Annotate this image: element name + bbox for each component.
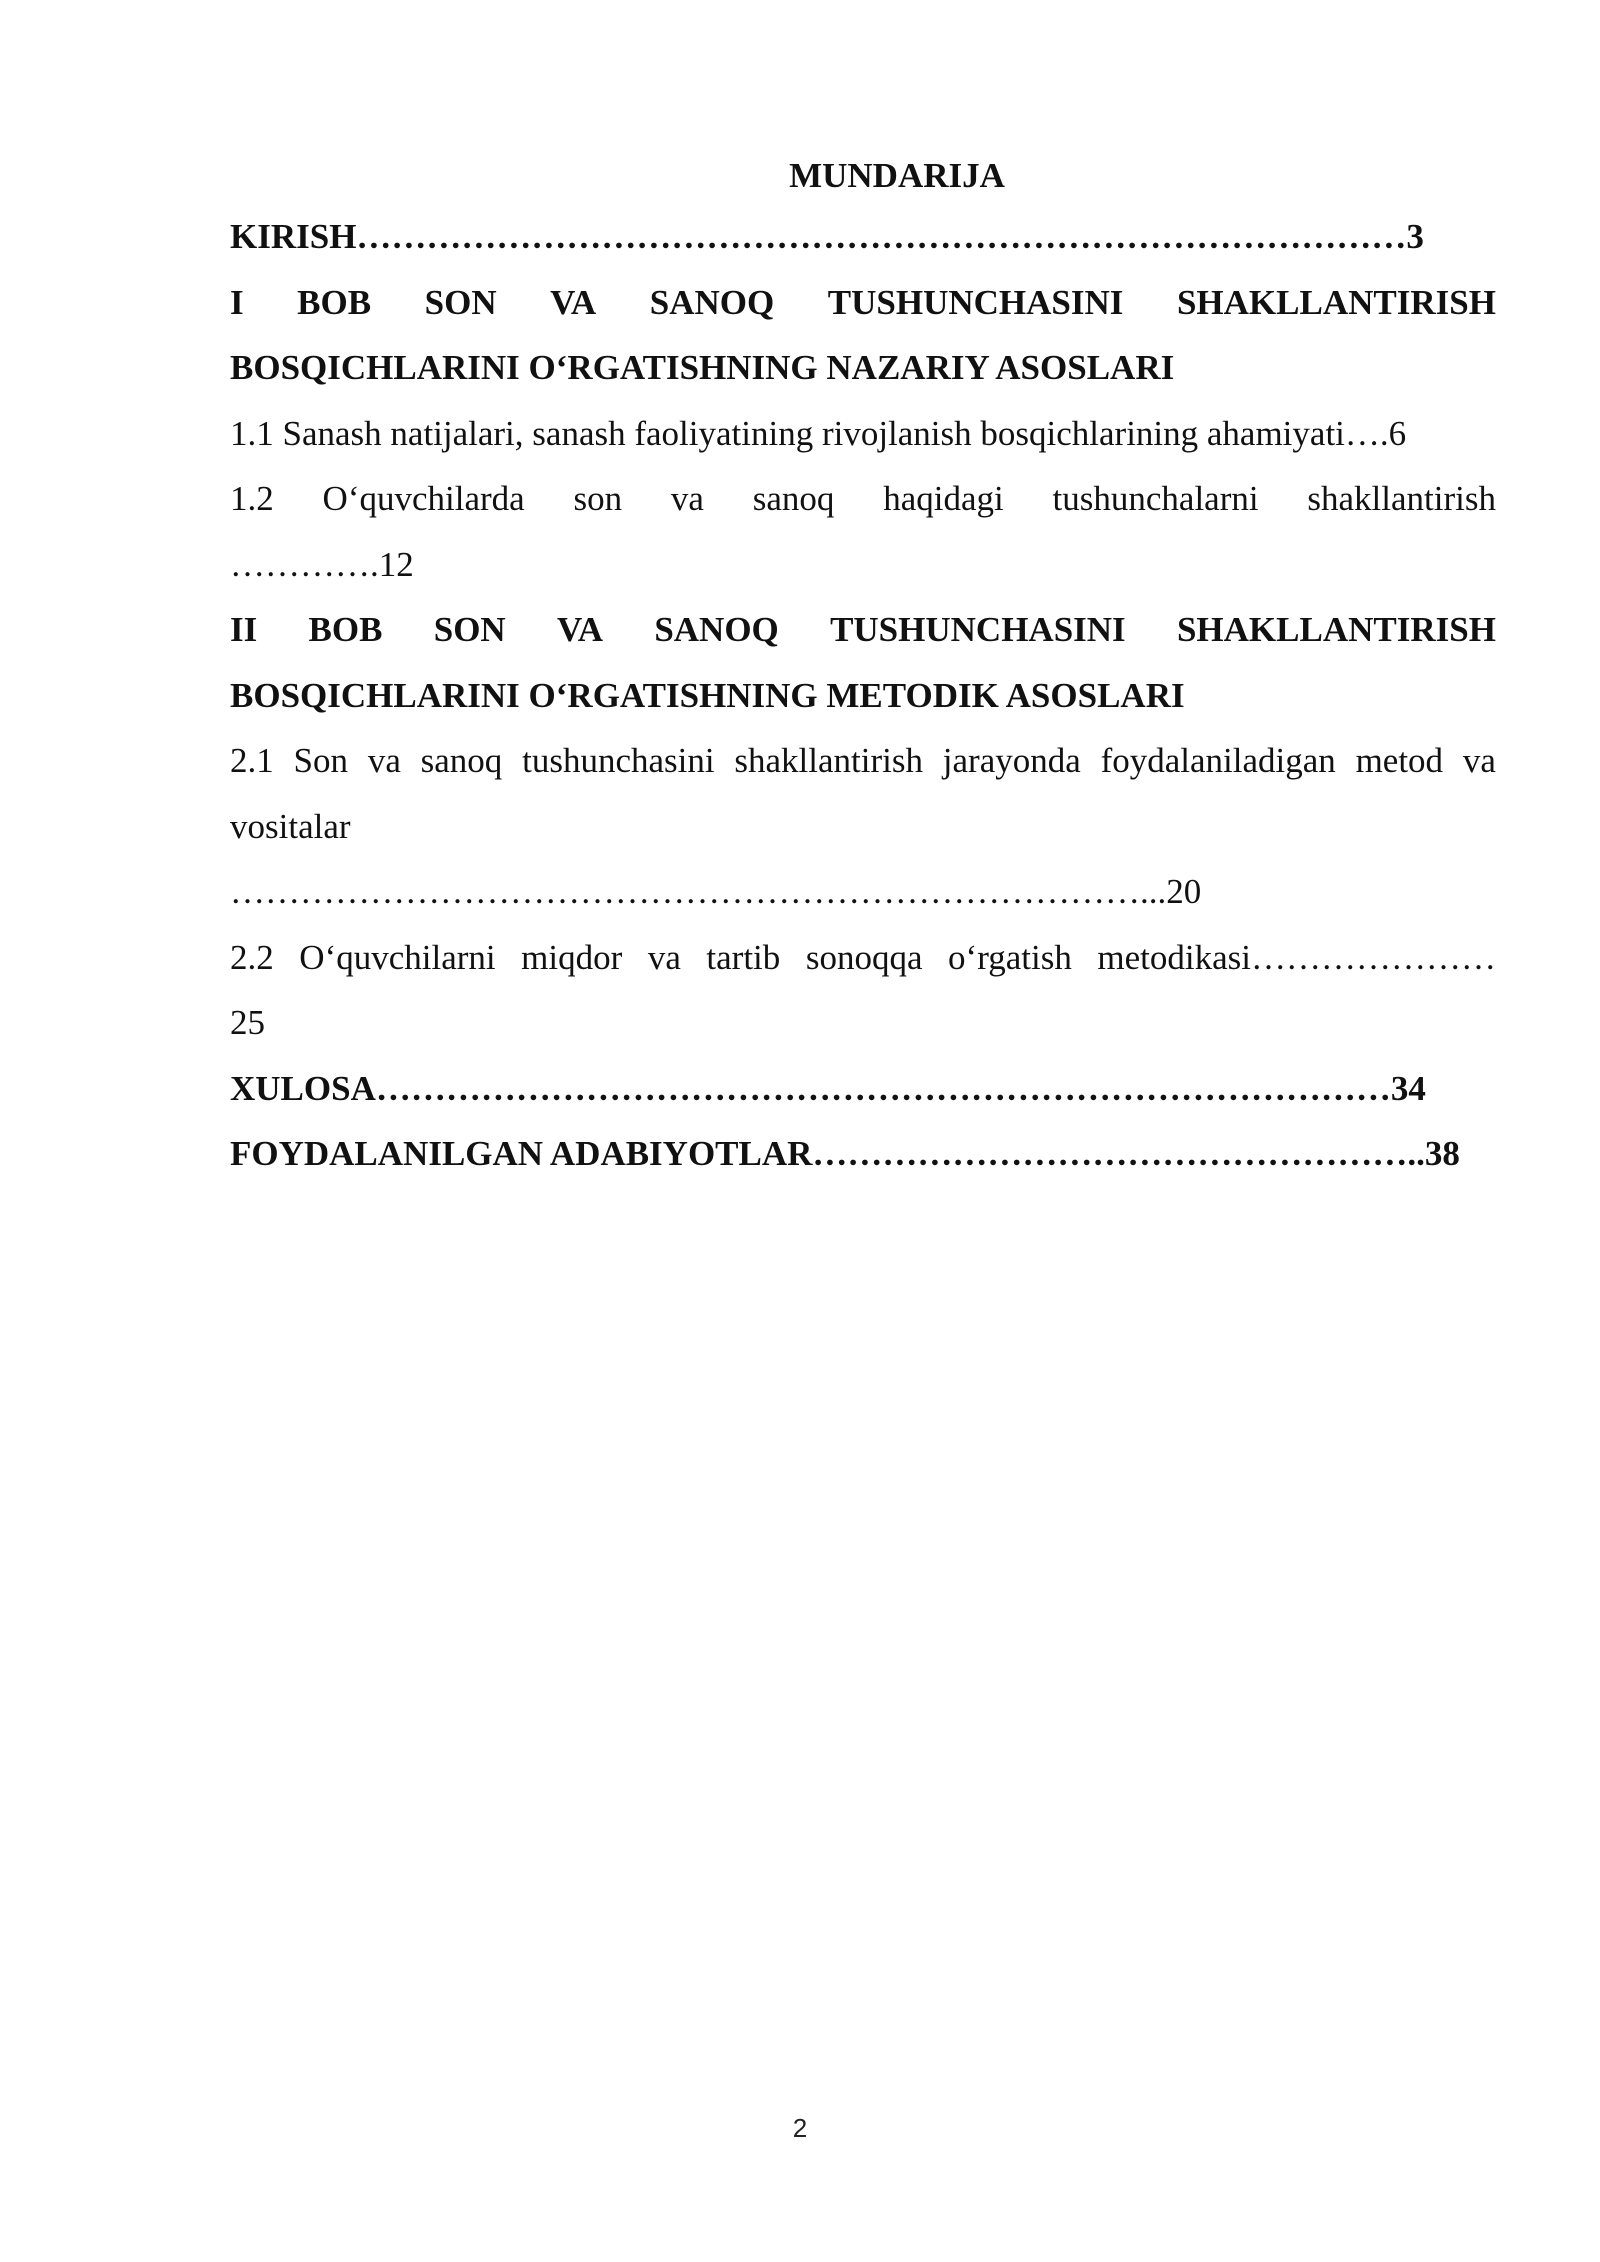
toc-entry-2-1-page: ……………………………………………………………………...20 — [230, 872, 1202, 911]
entry-word: tushunchasini — [522, 741, 715, 780]
entry-word: va — [647, 937, 681, 977]
toc-title: MUNDARIJA — [789, 156, 1005, 195]
entry-word: va — [1462, 741, 1496, 780]
entry-word: sanoq — [420, 741, 503, 780]
entry-word: 2.2 — [230, 937, 274, 977]
heading-word: SANOQ — [649, 282, 775, 322]
heading-word: I — [230, 282, 244, 322]
toc-chapter1-heading-cont: BOSQICHLARINI O‘RGATISHNING NAZARIY ASOSLARI — [230, 348, 1175, 387]
table-of-contents — [230, 148, 1496, 1187]
toc-entry-xulosa: XULOSA……………………………………………………………………………34 — [230, 1068, 1426, 1108]
toc-entry-1-2-page: ………….12 — [230, 544, 414, 584]
entry-word: tushunchalarni — [1052, 479, 1259, 518]
toc-chapter1-heading — [230, 270, 1496, 336]
entry-word: metodikasi………………… — [1097, 937, 1496, 977]
entry-word: metod — [1355, 741, 1444, 780]
toc-entry-1-1: 1.1 Sanash natijalari, sanash faoliyatining rivojlanish bosqichlarining ahamiyati….6 — [230, 413, 1407, 453]
heading-word: BOB — [297, 282, 372, 322]
heading-word: VA — [550, 282, 597, 322]
heading-word: II — [230, 610, 258, 649]
entry-word: va — [367, 741, 401, 780]
toc-entry-2-2 — [230, 925, 1496, 991]
heading-word: SON — [424, 282, 497, 322]
entry-word: jarayonda — [942, 741, 1081, 780]
page-number: 2 — [792, 2113, 808, 2143]
entry-word: Son — [293, 741, 349, 780]
heading-word: BOB — [308, 610, 383, 649]
heading-word: SON — [433, 610, 506, 649]
toc-entry-2-1-cont: vositalar — [230, 806, 351, 846]
heading-word: VA — [556, 610, 604, 649]
entry-word: va — [670, 479, 704, 518]
toc-entry-kirish: KIRISH………………………………………………………………………………3 — [230, 217, 1424, 256]
heading-word: SANOQ — [654, 610, 779, 649]
entry-word: sanoq — [752, 479, 835, 518]
entry-word: son — [573, 479, 623, 518]
entry-word: O‘quvchilarda — [322, 479, 525, 518]
toc-entry-2-1 — [230, 728, 1496, 794]
entry-word: shakllantirish — [1307, 479, 1496, 518]
entry-word: shakllantirish — [734, 741, 923, 780]
entry-word: 2.1 — [230, 741, 274, 780]
entry-word: 1.2 — [230, 479, 274, 518]
heading-word: TUSHUNCHASINI — [827, 282, 1124, 322]
entry-word: O‘quvchilarni — [299, 937, 496, 977]
heading-word: TUSHUNCHASINI — [830, 610, 1126, 649]
entry-word: haqidagi — [883, 479, 1004, 518]
toc-entry-adabiyotlar: FOYDALANILGAN ADABIYOTLAR……………………………………………..38 — [230, 1134, 1460, 1173]
entry-word: o‘rgatish — [948, 937, 1072, 977]
toc-chapter2-heading — [230, 597, 1496, 663]
heading-word: SHAKLLANTIRISH — [1176, 610, 1496, 649]
entry-word: foydalaniladigan — [1100, 741, 1336, 780]
toc-chapter2-heading-cont: BOSQICHLARINI O‘RGATISHNING METODIK ASOSLARI — [230, 675, 1185, 715]
toc-entry-2-2-page: 25 — [230, 1003, 265, 1042]
entry-word: miqdor — [521, 937, 623, 977]
entry-word: sonoqqa — [805, 937, 923, 977]
entry-word: tartib — [706, 937, 781, 977]
heading-word: SHAKLLANTIRISH — [1176, 282, 1496, 322]
toc-entry-1-2 — [230, 466, 1496, 532]
